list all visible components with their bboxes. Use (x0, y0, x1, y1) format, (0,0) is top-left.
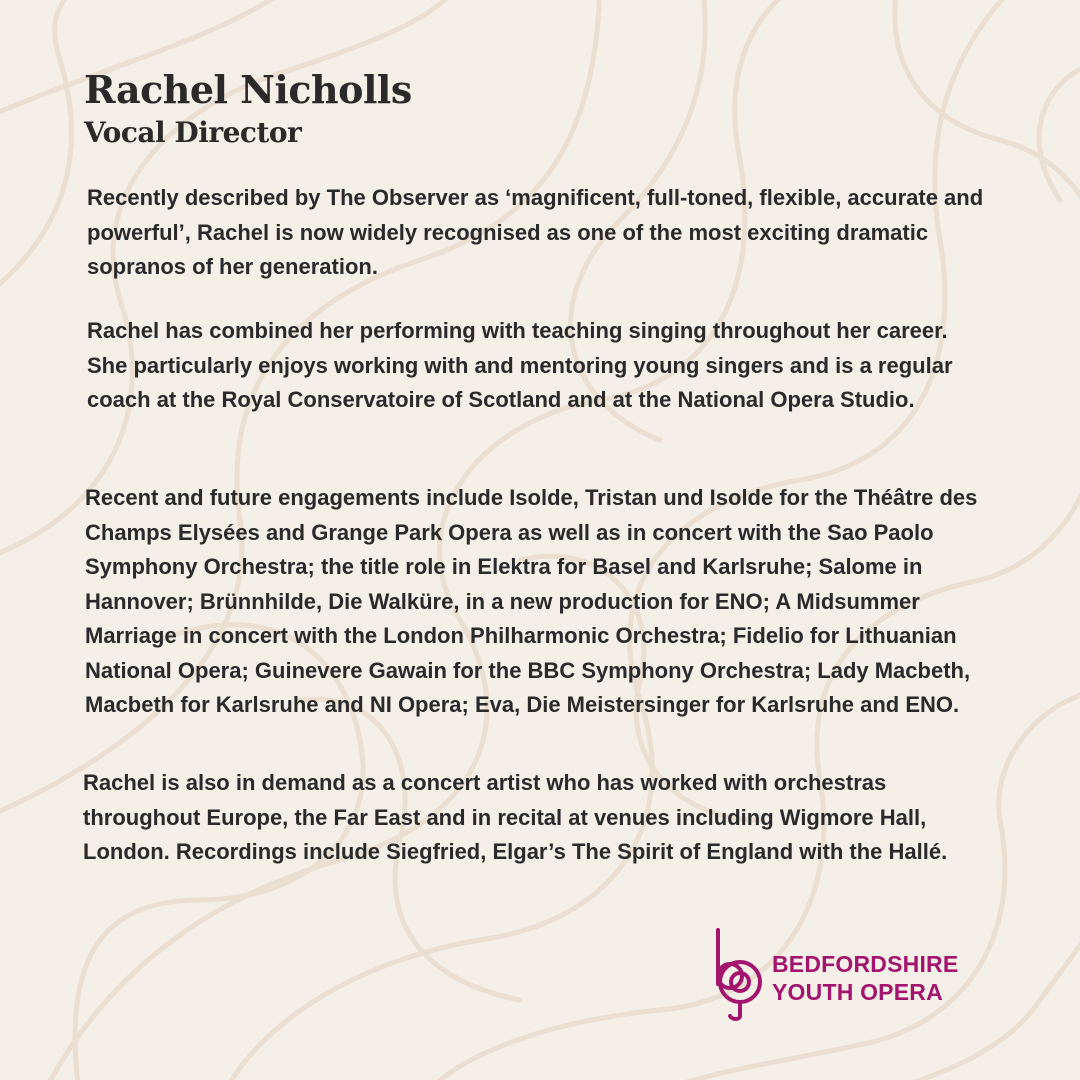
person-name: Rachel Nicholls (84, 67, 412, 112)
bio-paragraph-3: Recent and future engagements include Isolde, Tristan und Isolde for the Théâtre des Champs Elysées and Grange Park Opera as well as in concert with the Sao Paolo Symphony Orchestra; the title role in Elektra for Basel and Karlsruhe; Salome in Hannover; Brünnhilde, Die Walküre, in a new production for ENO; A Midsummer Marriage in concert with the London Philharmonic Orchestra; Fidelio for Lithuanian National Opera; Guinevere Gawain for the BBC Symphony Orchestra; Lady Macbeth, Macbeth for Karlsruhe and NI Opera; Eva, Die Meistersinger for Karlsruhe and ENO. (85, 485, 978, 717)
bo-monogram-icon (706, 926, 768, 1022)
logo-line-2: YOUTH OPERA (772, 979, 943, 1005)
bio-paragraph-4: Rachel is also in demand as a concert artist who has worked with orchestras throughout Europe, the Far East and in recital at venues including Wigmore Hall, London. Recordings include Siegfried, Elgar’s The Spirit of England with the Hallé. (83, 770, 948, 864)
bedfordshire-youth-opera-logo (706, 926, 976, 1022)
logo-line-1: BEDFORDSHIRE (772, 951, 959, 977)
person-role: Vocal Director (84, 116, 302, 149)
bio-paragraph-2: Rachel has combined her performing with teaching singing throughout her career. She particularly enjoys working with and mentoring young singers and is a regular coach at the Royal Conservatoire of Scotland and at the National Opera Studio. (87, 318, 953, 412)
bio-paragraph-1: Recently described by The Observer as ‘magnificent, full-toned, flexible, accurate and powerful’, Rachel is now widely recognised as one of the most exciting dramatic sopranos of her generation. (87, 185, 984, 279)
logo-wordmark (772, 950, 958, 1006)
